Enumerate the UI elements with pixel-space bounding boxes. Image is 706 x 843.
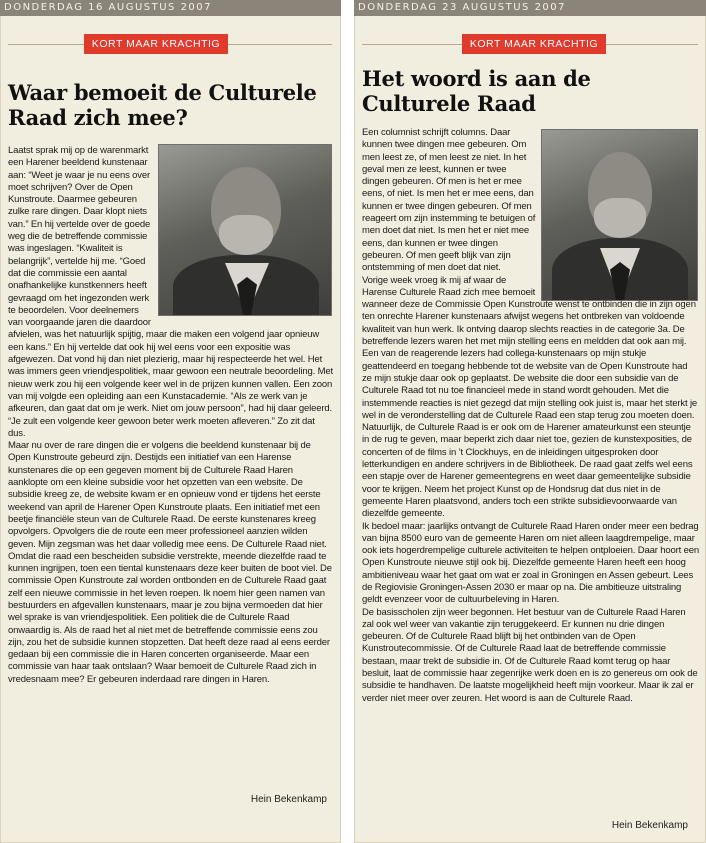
section-banner: KORT MAAR KRACHTIG [84, 34, 228, 54]
dateline: DONDERDAG 23 AUGUSTUS 2007 [354, 0, 706, 16]
rule-line [606, 44, 698, 45]
paragraph: Natuurlijk, de Culturele Raad is er ook om de Harener amateurkunst een steuntje in de rug te geven, maar beperkt zich daar niet toe, gezien de kunstexposities, de concerten of de films in ’t Clockhuys, en de inleidingen uitgesproken door letterkundigen en andere schrijvers in de Bibliotheek. De raad gaat zelfs wel eens een stapje over de Harener gemeentegrens en weet daar gemeentelijke subsidie voor te krijgen. Neem het project Kunst op de Hondsrug dat dus niet in de gemeente Haren plaatsvond, anders toch een strikte subsidievoorwaarde van diezelfde gemeente. [362, 422, 693, 520]
paragraph: Vorige week vroeg ik mij af waar de Harense Culturele Raad zich mee bemoeit wanneer deze de Commissie Open Kunstroute wenst te ontbinden die in zijn ogen ten onrechte Harener kunstenaars afwijst wegens het ontbreken van voldoende kwaliteit van hun werk. Ik ontving daarop slechts reacties in de categorie 3a. De betreffende lezers waren het met mijn stelling eens en meldden dat ook aan mij. Een van de reagerende lezers had collega-kunstenaars op mijn stukje geattendeerd en toegang hebbende tot de website van de Open Kunstroute had ze mijn stukje daar ook op geplaatst. De website die door een subsidie van de Culturele Raad tot nu toe financieel mede in stand wordt gehouden. Met die instemmende reacties is niet gezegd dat mijn stelling ook juist is, maar het sterkt je wel in de veronderstelling dat de Culturele Raad een stap terug zou moeten doen. [362, 274, 698, 421]
column-left [0, 0, 341, 843]
paragraph: De basisscholen zijn weer begonnen. Het bestuur van de Culturele Raad Haren zal ook wel weer van vakantie zijn teruggekeerd. Er kunnen nu drie dingen gebeuren. Of de Culturele Raad blijft bij het ontbinden van de Open Kunstroutecommissie. Of de Culturele Raad laat de betreffende commissie bestaan, maar trekt de subsidie in. Of de Culturele Raad komt terug op haar besluit, laat de commissie haar zegenrijke werk doen en is zo genereus om ook de subsidie te handhaven. De laatste mogelijkheid heeft mijn voorkeur. Maar ik zal er verder niet meer over zeuren. Het woord is aan de Culturele Raad. [362, 606, 698, 704]
paragraph: Maar nu over de rare dingen die er volgens die beeldend kunstenaar bij de Open Kunstroute gebeurd zijn. Destijds een initiatief van een Harense kunstenares die op een gegeven moment bij de Culturele Raad Haren aanklopte om een kleine subsidie voor het opzetten van een website. De subsidie kreeg ze, de website kwam er en opnieuw vond er tijdens het eerste weekend van april de Harener Open Kunstroute plaats. Een initiatief met een beetje financiële steun van de Culturele Raad. De eerste kunstenares kreeg opvolgers. Opvolgers die de route een meer professioneel aanzien wilden geven. Mijn zegsman was het daar volledig mee eens. De Culturele Raad niet. Omdat die raad een bescheiden subsidie verstrekte, meende diezelfde raad te kunnen ingrijpen, toen een tiental kunstenaars deze keer buiten de boot viel. De commissie Open Kunstroute zal worden ontbonden en de Culturele Raad gaat zelf een nieuwe commissie in het leven roepen. Ik noem hier geen namen van bestuurders en afgevallen kunstenaars, maar je zou bijna vermoeden dat hier wel sprake is van vriendjespolitiek. Een politiek die de Culturele Raad onwaardig is. Als de raad het al niet met de betreffende commissie eens zou zijn, zou het de subsidie kunnen stopzetten. Dat heeft deze raad al eens eerder gedaan bij een commissie die in Haren concerten organiseerde. Maar een commissie van haar taak ontslaan? Waar bemoeit de Culturele Raad zich in vredesnaam mee? Er gebeuren inderdaad rare dingen in Haren. [8, 440, 332, 685]
rule-line [362, 44, 462, 45]
rule-line [8, 44, 84, 45]
byline: Hein Bekenkamp [250, 794, 327, 805]
column-right [354, 0, 706, 843]
paragraph: Een columnist schrijft columns. Daar kunnen twee dingen mee gebeuren. Om men leest ze, of men leest ze niet. In het geval men ze leest, kunnen er twee dingen gebeuren. Of men is het er mee eens, of niet. Is men het er mee eens, dan kunnen er twee dingen gebeuren. Of men reageert om zijn instemming te betuigen of men doet dat niet. Is men het er niet mee eens, dan kunnen er twee dingen gebeuren. Of men geeft blijk van zijn ontstemming of men doet dat niet. [362, 127, 536, 274]
section-banner: KORT MAAR KRACHTIG [462, 34, 606, 54]
byline: Hein Bekenkamp [611, 820, 688, 831]
article-body [362, 127, 699, 705]
article-body [8, 145, 333, 686]
paragraph: Ik bedoel maar: jaarlijks ontvangt de Culturele Raad Haren onder meer een bedrag van bijna 8500 euro van de gemeente Haren om niet alleen laagdrempelige, maar ook iets hogerdrempelige culturele activiteiten te helpen ontploeien. Daar hoort een Open Kunstroute nieuwe stijl ook bij. Diezelfde gemeente Haren heeft een hoog ambitieniveau waar het gaat om wat er zoal in Groningen en Assen gebeurt. Lees de Regiovisie Groningen-Assen 2030 er maar op na. Die ambitieuze uitstraling geldt evenzeer voor de cultuurbeleving in Haren. [362, 520, 700, 606]
dateline: DONDERDAG 16 AUGUSTUS 2007 [0, 0, 341, 16]
paragraph: Laatst sprak mij op de warenmarkt een Harener beeldend kunstenaar aan: “Weet je waar je nu eens over moet schrijven? Over de Open Kunstroute. Daarmee gebeuren zulke rare dingen. Daar klopt niets van.” En hij vertelde over de goede weg die de betreffende commissie was ingeslagen. “Kwaliteit is belangrijk”, vertelde hij me. “Goed dat die commissie een aantal onafhankelijke kunstkenners heeft gevraagd om het ingezonden werk te beoordelen. Voor deelnemers van voorgaande jaren die daardoor afvielen, was het natuurlijk spijtig, maar die maken een volgend jaar opnieuw een kans.” En hij vertelde dat ook hij wel eens voor een expositie was afgewezen. Dat vond hij dan niet plezierig, maar hij respecteerde het wel. Het was immers geen vriendjespolitiek, maar gewoon een neutrale beoordeling. Met nieuw werk zou hij een volgende keer wel in de prijzen kunnen vallen. Een zoon van mij volgde een opleiding aan een Kunstacademie. “Als ze werk van je afkeuren, dan gaat dat om je werk. Niet om jouw persoon”, had hij daar geleerd. “Je zult een volgende keer gewoon beter werk moeten afleveren.” Zo zit dat dus. [8, 145, 333, 439]
headline: Waar bemoeit de Culturele Raad zich mee? [8, 80, 317, 130]
rule-line [228, 44, 332, 45]
headline: Het woord is aan de Culturele Raad [362, 66, 591, 116]
